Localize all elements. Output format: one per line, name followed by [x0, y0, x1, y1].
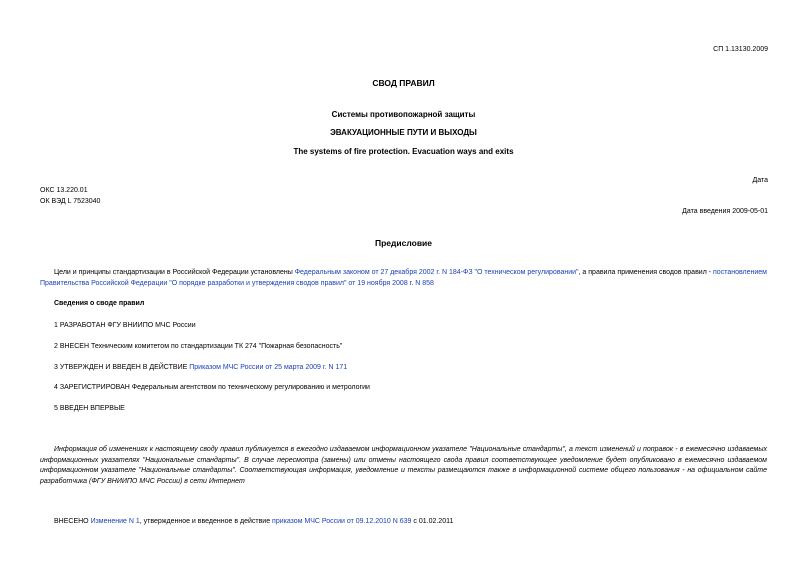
amendment-text-2: , утвержденное и введенное в действие [139, 518, 273, 525]
info-heading: Сведения о своде правил [54, 300, 145, 307]
amendment-text-3: с 01.02.2011 [411, 518, 454, 525]
preface-text-1: Цели и принципы стандартизации в Российской Федерации установлены [54, 269, 295, 276]
mchs-order-link[interactable]: Приказом МЧС России от 25 марта 2009 г. N 171 [189, 364, 348, 371]
government-decree-link[interactable]: постановлением Правительства Российской Федерации "О порядке разработки и утверждения сводов правил" от 19 ноября 2008 г. N 858 [40, 269, 767, 287]
english-title: The systems of fire protection. Evacuation ways and exits [293, 147, 514, 156]
amendment-link[interactable]: Изменение N 1 [90, 518, 140, 525]
amendment-order-link[interactable]: приказом МЧС России от 09.12.2010 N 639 [272, 518, 412, 525]
info-item-4: 4 ЗАРЕГИСТРИРОВАН Федеральным агентством по техническому регулированию и метрологии [54, 384, 370, 391]
document-code: СП 1.13130.2009 [713, 46, 768, 53]
amendment-line [54, 518, 453, 525]
date-label: Дата [752, 177, 768, 184]
info-item-5: 5 ВВЕДЕН ВПЕРВЫЕ [54, 405, 125, 412]
preface-paragraph [40, 268, 767, 289]
system-title: Системы противопожарной защиты [331, 110, 476, 119]
info-item-2: 2 ВНЕСЕН Техническим комитетом по стандартизации ТК 274 "Пожарная безопасность" [54, 343, 343, 350]
preface-heading: Предисловие [374, 238, 433, 248]
federal-law-link[interactable]: Федеральным законом от 27 декабря 2002 г. N 184-ФЗ "О техническом регулировании" [294, 269, 579, 276]
intro-date: Дата введения 2009-05-01 [682, 208, 768, 215]
info-item-1: 1 РАЗРАБОТАН ФГУ ВНИИПО МЧС России [54, 322, 196, 329]
info-item-3-text: 3 УТВЕРЖДЕН И ВВЕДЕН В ДЕЙСТВИЕ [54, 364, 190, 371]
change-notice: Информация об изменениях к настоящему своду правил публикуется в ежегодно издаваемом информационном указателе "Национальные стандарты", а текст изменений и поправок - в ежемесячно издаваемых информационных указателях "Национальные стандарты". В случае пересмотра (замены) или отмены настоящего свода правил соответствующее уведомление будет опубликовано в ежемесячно издаваемом информационном указателе "Национальные стандарты". Соответствующая информация, уведомление и тексты размещаются также в информационной системе общего пользования - на официальном сайте разработчика (ФГУ ВНИИПО МЧС России) в сети Интернет [40, 446, 767, 485]
info-item-3 [54, 364, 347, 371]
document-type-title: СВОД ПРАВИЛ [372, 78, 435, 88]
amendment-text-1: ВНЕСЕНО [54, 518, 91, 525]
subject-title: ЭВАКУАЦИОННЫЕ ПУТИ И ВЫХОДЫ [330, 128, 477, 137]
oks-code: ОКС 13.220.01 [40, 187, 88, 194]
okved-code: ОК ВЭД L 7523040 [40, 198, 101, 205]
preface-text-2: , а правила применения сводов правил - [578, 269, 714, 276]
